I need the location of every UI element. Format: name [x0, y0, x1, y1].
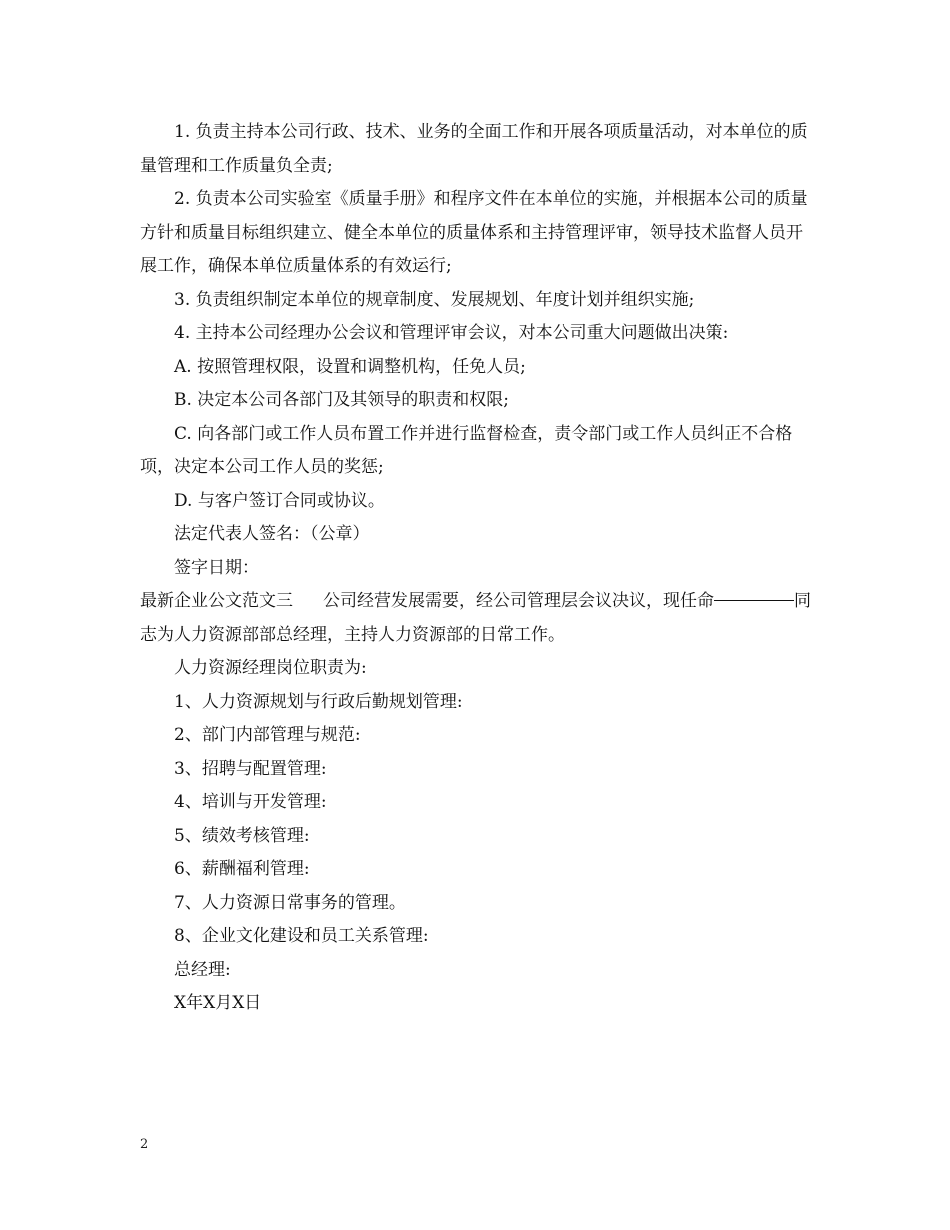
- paragraph: 1. 负责主持本公司行政、技术、业务的全面工作和开展各项质量活动，对本单位的质量管理和工作质量负全责;: [140, 122, 808, 176]
- document-body: [140, 116, 812, 1021]
- name-blank: [754, 599, 794, 601]
- duty-item: 4、培训与开发管理:: [174, 792, 327, 812]
- section-heading: 最新企业公文范文三: [140, 591, 293, 611]
- signature-line: 法定代表人签名：（公章）: [174, 524, 370, 544]
- appointment-paragraph: [140, 585, 812, 652]
- page-number: 2: [140, 1137, 149, 1152]
- sign-date-line: 签字日期：: [174, 557, 259, 578]
- paragraph: C. 向各部门或工作人员布置工作并进行监督检查，责令部门或工作人员纠正不合格项，决定本公司工作人员的奖惩;: [140, 423, 793, 477]
- duty-item: 1、人力资源规划与行政后勤规划管理:: [174, 691, 463, 712]
- appointment-text: 公司经营发展需要，经公司管理层会议决议，现任命: [323, 591, 714, 611]
- date-line: X年X月X日: [174, 993, 262, 1013]
- duty-item: 8、企业文化建设和员工关系管理:: [174, 926, 429, 946]
- duty-item: 3、招聘与配置管理:: [174, 758, 327, 779]
- duty-item: 6、薪酬福利管理:: [174, 859, 310, 879]
- appointment-text-continued: 同志为人力资源部部总经理，主持人力资源部的日常工作。: [140, 591, 811, 645]
- duty-item: 5、绩效考核管理:: [174, 825, 310, 846]
- paragraph: B. 决定本公司各部门及其领导的职责和权限;: [174, 390, 510, 410]
- duties-intro: 人力资源经理岗位职责为:: [174, 658, 367, 678]
- paragraph: D. 与客户签订合同或协议。: [174, 490, 385, 511]
- paragraph: 3. 负责组织制定本单位的规章制度、发展规划、年度计划并组织实施;: [174, 289, 695, 310]
- paragraph: 2. 负责本公司实验室《质量手册》和程序文件在本单位的实施，并根据本公司的质量方针和质量目标组织建立、健全本单位的质量体系和主持管理评审，领导技术监督人员开展工作，确保本单位质量体系的有效运行;: [140, 189, 808, 276]
- name-blank: [714, 599, 754, 601]
- paragraph: 4. 主持本公司经理办公会议和管理评审会议，对本公司重大问题做出决策:: [174, 323, 729, 343]
- duty-item: 2、部门内部管理与规范:: [174, 725, 361, 745]
- duty-item: 7、人力资源日常事务的管理。: [174, 892, 406, 913]
- paragraph: A. 按照管理权限，设置和调整机构，任免人员;: [174, 356, 526, 377]
- general-manager-label: 总经理:: [174, 959, 231, 980]
